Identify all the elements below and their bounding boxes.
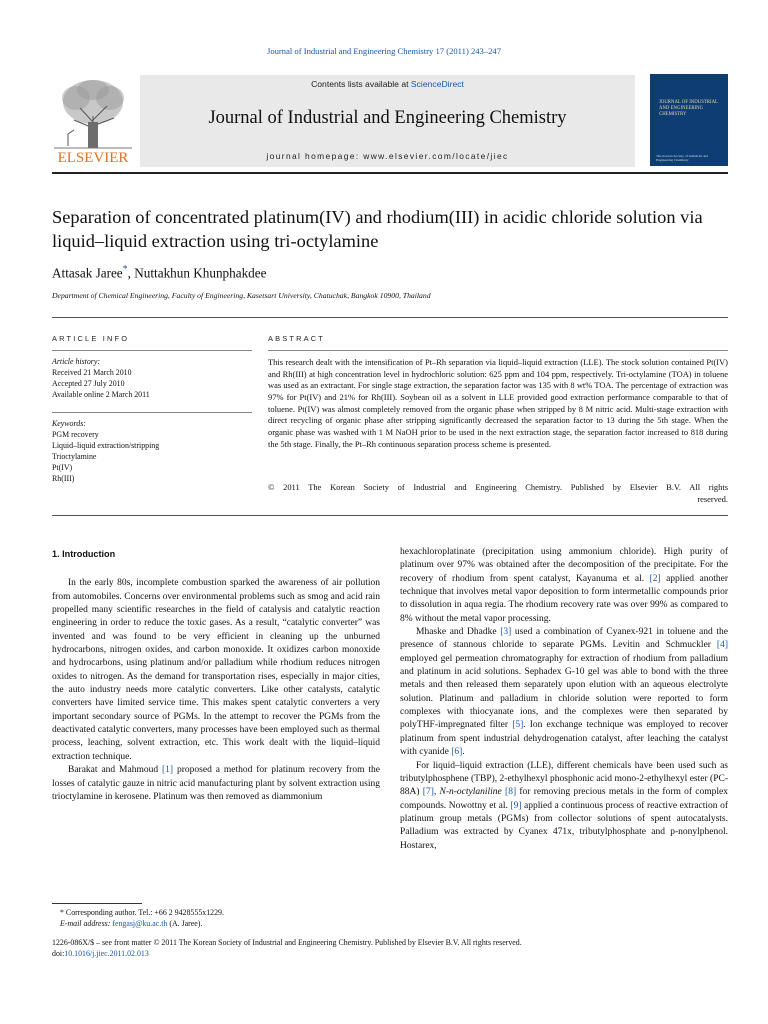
reference-link[interactable]: [8] [505,787,517,798]
doi-link[interactable]: 10.1016/j.jiec.2011.02.013 [64,949,149,958]
text-run: Mhaske and Dhadke [416,627,501,638]
body-paragraph [400,626,728,759]
elsevier-logo [52,76,134,164]
reference-link[interactable]: [9] [510,800,522,811]
keyword-item: Rh(III) [52,474,75,483]
history-label: Article history: [52,357,100,366]
issn-copyright-block [52,937,728,959]
elsevier-wordmark: ELSEVIER [57,150,129,164]
reference-link[interactable]: [1] [162,765,174,776]
footnote-contact: Corresponding author. Tel.: +66 2 9428555x1229. [63,908,224,917]
keywords-rule [52,412,252,413]
received-date: Received 21 March 2010 [52,368,132,377]
text-run: applied a continuous process of reactive extraction of platinum group metals (PGMs) from collector solutions of spent autocatalysts. Palladium was extracted by Cyanex 471x, tributylphosphate and p-nonylphenol. Hostarex, [400,800,728,851]
contents-prefix: Contents lists available at [311,79,411,89]
journal-cover-thumbnail[interactable] [650,74,728,166]
text-run: employed gel permeation chromatography for extraction of rhodium from palladium and platinum in acid solutions. Sephadex G-10 gel was able to bond with the three metals and then released them separately upon elution with an aqueous electrolyte solution. Platinum and palladium in chloride solution were reported to form complexes with thiocyanate ions, and the complexes were then separated by polyTHF-impregnated filter [400,653,728,731]
email-suffix: (A. Jaree). [167,919,203,928]
abstract-bottom-divider [52,515,728,516]
text-run: Barakat and Mahmoud [68,765,163,776]
body-right-column [400,546,728,853]
reference-link[interactable]: [2] [649,573,661,584]
text-run: , [433,787,440,798]
email-label: E-mail address: [60,919,113,928]
affiliation: Department of Chemical Engineering, Faculty of Engineering, Kasetsart University, Chatuchak, Bangkok 10900, Thailand [52,291,431,300]
author-khunphakdee: Nuttakhun Khunphakdee [134,265,267,281]
keywords-block [52,418,252,484]
body-paragraph [400,546,728,626]
body-paragraph: In the early 80s, incomplete combustion sparked the awareness of air pollution from automobiles. Concerns over environmental problems such as smog and acid rain propelled many scientific researches in the field of catalysis and catalytic reaction engineering in order to reduce the toxic gases. As a result, “catalytic converter” was invented and was found to be very efficient in cleaning up the unburned hydrocarbons, nitrogen oxides, and carbon monoxide. It oxidizes carbon monoxide and hydrocarbons, using platinum and/or palladium while rhodium reduces nitrogen oxides to nitrogen. As the demand for transportation rises, especially in major cities, the auto industry needs more catalytic converters. Like other catalysts, catalytic converters have limited service time. This makes spent catalytic converters a very important secondary source of PGMs. In the attempt to recover the PGMs from the deactivated catalytic converters, many processes have been employed such as thermal process, leaching, solvent extraction, etc. This work dealt with the liquid–liquid extraction technique. [52,578,380,762]
text-run: N-n-octylaniline [439,787,502,798]
journal-homepage[interactable]: journal homepage: www.elsevier.com/locate/jiec [266,151,509,161]
text-run: used a combination of Cyanex-921 in toluene and the presence of stannous chloride to separate PGMs. Levitin and Schmuckler [400,627,728,651]
issn-line: 1226-086X/$ – see front matter © 2011 The Korean Society of Industrial and Engineering Chemistry. Published by Elsevier B.V. All rights reserved. [52,938,522,947]
body-paragraph [52,764,380,804]
footnote-mark: * [60,908,64,917]
reference-link[interactable]: [4] [716,640,728,651]
author-separator: , [127,265,135,281]
sciencedirect-link[interactable]: ScienceDirect [410,79,464,89]
reference-link[interactable]: [3] [500,627,512,638]
copyright-reserved: reserved. [697,493,728,504]
article-history [52,356,252,400]
keyword-item: Pt(IV) [52,463,73,472]
abstract-copyright [268,482,728,505]
online-date: Available online 2 March 2011 [52,390,150,399]
contents-line [140,79,635,89]
reference-link[interactable]: [5] [512,720,524,731]
text-run: . Ion exchange technique was employed to recover platinum from spent industrial dehydrogenation catalyst, after leaching the catalyst with cyanide [400,720,729,758]
keywords-label: Keywords: [52,419,86,428]
corresponding-author-footnote [60,907,390,929]
reference-link[interactable]: [6] [451,747,463,758]
email-link[interactable]: fengasj@ku.ac.th [112,919,168,928]
abstract-rule [268,350,728,351]
text-run: applied another technique that involves metal vapor deposition to form intermetallic compounds prior to dissolution in aqua regia. The rhodium recovery rate was over 99% as compared to 8% without the metal vapor processing. [400,573,728,624]
elsevier-tree-icon [52,76,134,164]
footnote-rule [52,903,142,904]
reference-link[interactable]: [7] [422,787,434,798]
info-top-divider [52,317,728,318]
author-list [52,264,728,281]
article-title: Separation of concentrated platinum(IV) and rhodium(III) in acidic chloride solution via liquid–liquid extraction using tri-octylamine [52,207,703,251]
copyright-line: © 2011 The Korean Society of Industrial and Engineering Chemistry. Published by Elsevier B.V. All rights [268,482,728,492]
body-left-column [52,548,380,804]
header-divider [52,172,728,174]
cover-title: JOURNAL OF INDUSTRIAL AND ENGINEERING CHEMISTRY [659,100,718,117]
cover-bottom-text: The Korean Society of Industrial and Engineering Chemistry [656,154,708,162]
author-jaree: Attasak Jaree [52,265,123,281]
keyword-item: Trioctylamine [52,452,97,461]
keyword-item: Liquid–liquid extraction/stripping [52,441,160,450]
journal-reference[interactable]: Journal of Industrial and Engineering Chemistry 17 (2011) 243–247 [266,46,502,56]
accepted-date: Accepted 27 July 2010 [52,379,125,388]
article-info-heading: ARTICLE INFO [52,334,130,343]
corresponding-author-link[interactable]: * [122,264,128,275]
body-paragraph [400,760,728,853]
keyword-item: PGM recovery [52,430,99,439]
text-run: proposed a method for platinum recovery from the losses of catalytic gauze in nitric acid manufacturing plant by solvent extraction using trioctylamine in kerosene. Platinum was then removed as diammonium [52,765,380,802]
journal-title: Journal of Industrial and Engineering Chemistry [208,108,567,128]
doi-label: doi: [52,949,65,958]
text-run: . [462,747,465,758]
text-run: for removing precious metals in the form of complex compounds. Nowottny et al. [400,787,729,811]
abstract-text: This research dealt with the intensification of Pt–Rh separation via liquid–liquid extraction (LLE). The stock solution contained Pt(IV) and Rh(III) at high concentration level in hydrochloric solution: 625 ppm and 104 ppm, respectively. Tri-octylamine (TOA) in toluene was used as an extractant. For single stage extraction, the separation factor was 135 with 8 wt% TOA. The percentage of extraction was 97% for Pt(IV) and 21% for Rh(III). Soybean oil as a solvent in LLE provided good extraction performance comparable to that of toluene. Pt(IV) was almost completely removed from the organic phase when stripped by 8 M nitric acid. Multi-stage extraction with direct recycling of organic phase after stripping significantly decreased the separation factor to 13 during the 5th stage. When the organic phase was washed with 1 M NaOH prior to be used in the next extraction stage, the separation factor increased to 818 during the 5th stage. Finally, the Pt–Rh continuous separation process scheme is presented. [268,357,728,449]
article-info-rule [52,350,252,351]
section-heading-introduction: 1. Introduction [52,549,116,559]
text-run: For liquid–liquid extraction (LLE), different chemicals have been used such as tributylphosphene (TBP), 2-ethylhexyl phosphonic acid mono-2-ethylhexyl ester (PC-88A) [400,760,728,798]
abstract-heading: ABSTRACT [268,334,326,343]
text-run: hexachloroplatinate (precipitation using ammonium chloride). High purity of platinum over 97% was obtained after the decomposition of the precipitate. For the recovery of rhodium from spent catalyst, Kayanuma et al. [400,547,728,584]
